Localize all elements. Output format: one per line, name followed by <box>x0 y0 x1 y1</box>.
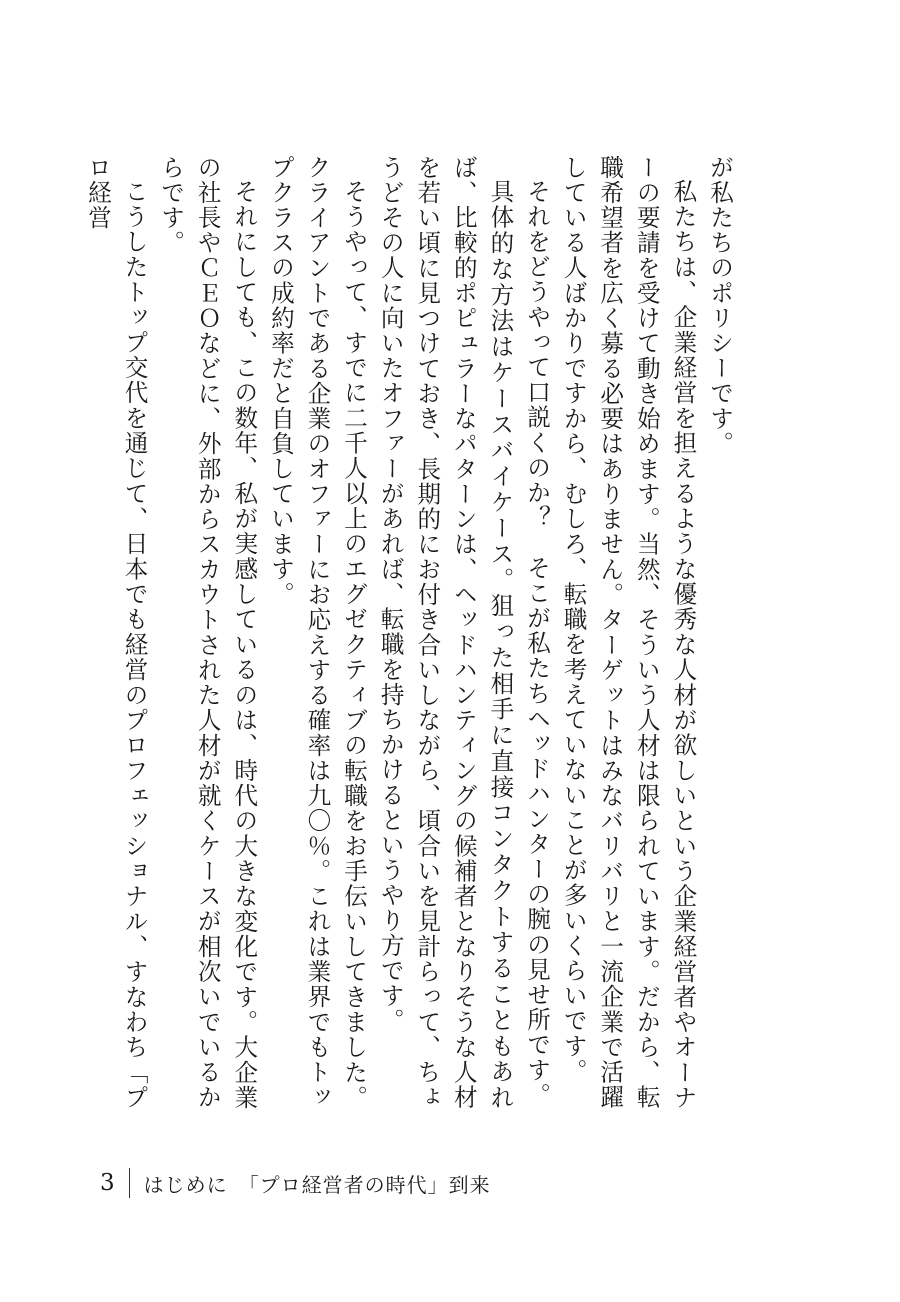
paragraph-7: こうしたトップ交代を通じて、日本でも経営のプロフェッショナル、すなわち「プロ経営 <box>83 155 149 1110</box>
paragraph-2: 私たちは、企業経営を担えるような優秀な人材が欲しいという企業経営者やオーナーの要請を受けて動き始めます。当然、そういう人材は限られています。だから、転職希望者を広く募る必要はありません。ターゲットはみなバリバリと一流企業で活躍している人ばかりですから、むしろ、転職を考えていないことが多いくらいです。 <box>559 155 698 1110</box>
running-head: はじめに 「プロ経営者の時代」到来 <box>143 1172 491 1197</box>
footer-divider <box>129 1168 130 1198</box>
page-number: 3 <box>100 1170 115 1196</box>
paragraph-3: それをどうやって口説くのか？ そこが私たちヘッドハンターの腕の見せ所です。 <box>523 178 552 1108</box>
paragraph-1: が私たちのポリシーです。 <box>706 155 734 457</box>
paragraph-4: 具体的な方法はケースバイケース。狙った相手に直接コンタクトすることもあれば、比較的ポピュラーなパターンは、ヘッドハンティングの候補者となりそうな人材を若い頃に見つけておき、長期的にお付き合いしながら、頃合いを見計らって、ちょうどその人に向いたオファーがあれば、転職を持ちかけるというやり方です。 <box>376 155 515 1110</box>
paragraph-6: それにしても、この数年、私が実感しているのは、時代の大きな変化です。大企業の社長やＣＥＯなどに、外部からスカウトされた人材が就くケースが相次いでいるからです。 <box>157 155 259 1110</box>
vertical-body-text <box>83 155 738 1110</box>
page-footer <box>100 1166 491 1200</box>
paragraph-5: そうやって、すでに二千人以上のエグゼクティブの転職をお手伝いしてきました。クライアントである企業のオファーにお応えする確率は九〇％。これは業界でもトップクラスの成約率だと自負しています。 <box>266 155 369 1110</box>
